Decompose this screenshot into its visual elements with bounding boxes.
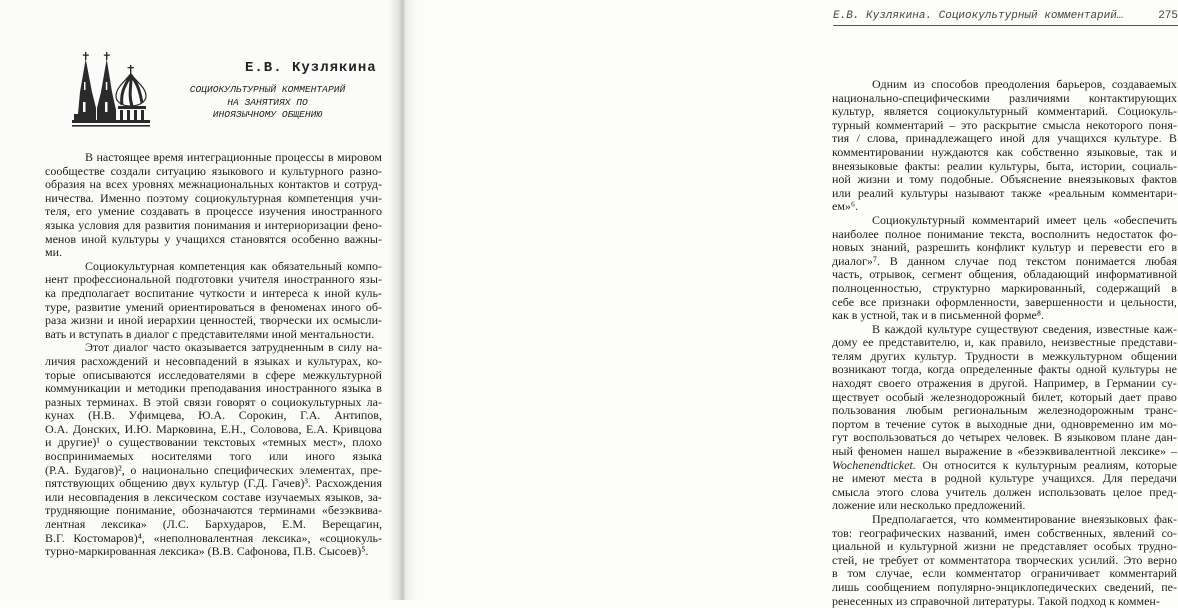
text-line: полноценностью, структурно маркированный, содержащий в bbox=[832, 280, 1177, 295]
text-line: В каждой культуре существуют сведения, известные каж- bbox=[872, 321, 1177, 336]
text-line: Этот диалог часто оказывается затрудненным в силу на- bbox=[85, 340, 382, 355]
text-line: ка предполагает воспитание чуткости и интереса к иной куль- bbox=[45, 285, 382, 300]
text-line: внеязыковые факты: реалии культуры, быта, истории, социаль- bbox=[832, 158, 1177, 173]
cathedral-and-onion-dome-icon bbox=[66, 52, 156, 130]
text-line: торые описываются исследователями в сфере межкультурной bbox=[45, 367, 382, 382]
text-line: ренесенных из справочной литературы. Такой подход к коммен- bbox=[832, 593, 1160, 608]
text-line: вать и вступать в диалог с представителями иной ментальности. bbox=[45, 326, 375, 341]
paragraph bbox=[832, 214, 1177, 323]
text-line: тия / слова, принадлежащего иной для учащихся культуре. В bbox=[832, 131, 1177, 146]
right-page bbox=[400, 0, 1178, 608]
text-line: В.Г. Костомаров)⁴, «неполновалентная лексика», «социокуль- bbox=[45, 530, 382, 545]
text-line: тов: географических названий, имен собственных, явлений со- bbox=[832, 525, 1177, 540]
text-line: ем»⁶. bbox=[832, 199, 859, 214]
text-line: пользования любым региональным железнодорожным транс- bbox=[832, 403, 1177, 418]
text-line: и другие)¹ о существовании текстовых «темных мест», плохо bbox=[45, 435, 382, 450]
text-line: образия на всех уровнях межнациональных контактов и сотруд- bbox=[45, 177, 382, 192]
text-line: ществует особый железнодорожный билет, который дает право bbox=[832, 389, 1177, 404]
text-line: Wochenendticket. Он относится к культурным реалиям, которые bbox=[832, 457, 1177, 472]
text-line: или реалий культуры называют также «реальным комментари- bbox=[832, 185, 1177, 200]
text-line: портом в течение суток в выходные дни, одновременно им мо- bbox=[832, 416, 1177, 431]
text-line: В настоящее время интеграционные процессы в мировом bbox=[85, 150, 382, 164]
text-line: пятствующих общению двух культур (Г.Д. Гачев)³. Расхождения bbox=[45, 476, 382, 491]
text-line: туре, развитие умений ориентироваться в феноменах иного об- bbox=[45, 299, 382, 314]
text-line: раза жизни и иной иерархии ценностей, творчески их осмысли- bbox=[45, 313, 382, 328]
text-line: телям других культур. Трудности в межкультурном общении bbox=[832, 348, 1177, 363]
text-line: ный феномен нашел выражение в «безэквивалентной лексике» – bbox=[832, 444, 1177, 459]
text-line: ми. bbox=[45, 245, 63, 260]
text-line: ложение или несколько предложений. bbox=[832, 498, 1026, 513]
text-line: турно-маркированная лексика» (В.В. Сафонова, П.В. Сысоев)⁵. bbox=[45, 544, 369, 559]
text-line: в том случае, если комментатор ограничивает комментарий bbox=[832, 566, 1177, 581]
text-line: циальной и культурной жизни не представляет особых трудно- bbox=[832, 539, 1177, 554]
paragraph bbox=[832, 323, 1177, 513]
text-line: турный комментарий – это раскрытие смысла некоторого поня- bbox=[832, 117, 1177, 132]
text-line: нент профессиональной подготовки учителя иностранного язы- bbox=[45, 272, 382, 287]
text-line: наиболее полное понимание текста, восполнить недостаток фо- bbox=[832, 226, 1177, 241]
text-line: часть, отрывок, сегмент общения, обладающий информативной bbox=[832, 267, 1177, 282]
text-line: воспринимаемых носителями того или иного языка bbox=[45, 449, 382, 464]
text-line: себе все признаки оформленности, завершенности и цельности, bbox=[832, 294, 1177, 309]
running-head-title: Е.В. Кузлякина. Социокультурный комментарий… bbox=[833, 10, 1124, 22]
text-line: как в устной, так и в письменной форме⁸. bbox=[832, 308, 1045, 323]
text-line: Одним из способов преодоления барьеров, создаваемых bbox=[872, 77, 1177, 91]
text-line: ной жизни и тому подобные. Объяснение внеязыковых фактов bbox=[832, 172, 1177, 187]
text-line: Социокультурный комментарий имеет цель «обеспечить bbox=[872, 212, 1177, 227]
text-line: национально-специфическими различиями контактирующих bbox=[832, 90, 1177, 105]
text-line: ничества. Именно поэтому социокультурная компетенция учи- bbox=[45, 190, 382, 205]
article-title-line: СОЦИОКУЛЬТУРНЫЙ КОММЕНТАРИЙ bbox=[189, 84, 346, 95]
text-line: личия расхождений и несовпадений в языках и культурах, ко- bbox=[45, 353, 382, 368]
text-line: кунах (Н.В. Уфимцева, Ю.А. Сорокин, Г.А. Антипов, bbox=[45, 408, 382, 423]
text-line: Предполагается, что комментирование внеязыковых фак- bbox=[872, 512, 1177, 526]
text-line: культур, является социокультурный комментарий. Социокуль- bbox=[832, 104, 1177, 119]
text-line: Социокультурная компетенция как обязательный компо- bbox=[85, 258, 382, 273]
text-line: стей, не требует от комментатора творческих усилий. Это верно bbox=[832, 552, 1177, 567]
text-line: языка условия для развития понимания и интериоризации фено- bbox=[45, 217, 382, 232]
text-line: теля, его умение создавать в процессе изучения иностранного bbox=[45, 204, 382, 219]
text-line: дому ее представителю, и, как правило, неизвестные представи- bbox=[832, 335, 1177, 350]
left-page-body bbox=[45, 151, 382, 559]
left-page bbox=[0, 0, 400, 600]
text-line: или несовпадения в лексическом составе изучаемых языков, за- bbox=[45, 489, 382, 504]
text-line: возникают тогда, когда определенные факты одной культуры не bbox=[832, 362, 1177, 377]
article-title-line: НА ЗАНЯТИЯХ ПО bbox=[227, 96, 308, 108]
text-line: (Р.А. Будагов)², о национально специфических элементах, пре- bbox=[45, 462, 382, 477]
paragraph bbox=[45, 151, 382, 260]
article-author: Е.В. Кузлякина bbox=[245, 60, 377, 76]
text-line: гут воспользоваться до четырех человек. В языковом плане дан- bbox=[832, 430, 1177, 445]
text-line: разных терминах. В этой связи говорят о социокультурных ла- bbox=[45, 394, 382, 409]
article-title bbox=[175, 84, 360, 122]
text-line: сообществе создали ситуацию языкового и культурного разно- bbox=[45, 163, 382, 178]
right-page-body bbox=[832, 78, 1177, 608]
paragraph bbox=[45, 260, 382, 342]
text-line: О.А. Донских, И.Ю. Марковина, Е.Н., Соловова, Е.А. Кривцова bbox=[45, 421, 382, 436]
paragraph bbox=[832, 78, 1177, 214]
text-line: не имеют места в родной культуре учащихся. Для передачи bbox=[832, 471, 1177, 486]
text-line: диалог»⁷. В данном случае под текстом понимается любая bbox=[832, 253, 1177, 268]
page-number: 275 bbox=[1158, 10, 1178, 22]
text-line: новых знаний, разрешить конфликт культур и перевести его в bbox=[832, 240, 1177, 255]
running-head bbox=[833, 10, 1178, 26]
text-line: коммуникации и методики преподавания иностранного языка в bbox=[45, 381, 382, 396]
article-title-line: ИНОЯЗЫЧНОМУ ОБЩЕНИЮ bbox=[212, 109, 323, 120]
text-line: лишь сообщением популярно-энциклопедических сведений, пе- bbox=[832, 579, 1177, 594]
text-line: трудняющие понимание, обозначаются терминами «безэквива- bbox=[45, 503, 382, 518]
text-line: лентная лексика» (Л.С. Бархударов, Е.М. Верещагин, bbox=[45, 517, 382, 532]
paragraph bbox=[832, 513, 1177, 608]
text-line: находят своего отражения в другой. Например, в Германии су- bbox=[832, 376, 1177, 391]
paragraph bbox=[45, 341, 382, 559]
text-line: комментировании нуждаются как собственно языковые, так и bbox=[832, 144, 1177, 159]
text-line: смысла этого слова учитель должен использовать целое пред- bbox=[832, 484, 1177, 499]
text-line: менов иной культуры у учащихся становятся особенно важны- bbox=[45, 231, 382, 246]
